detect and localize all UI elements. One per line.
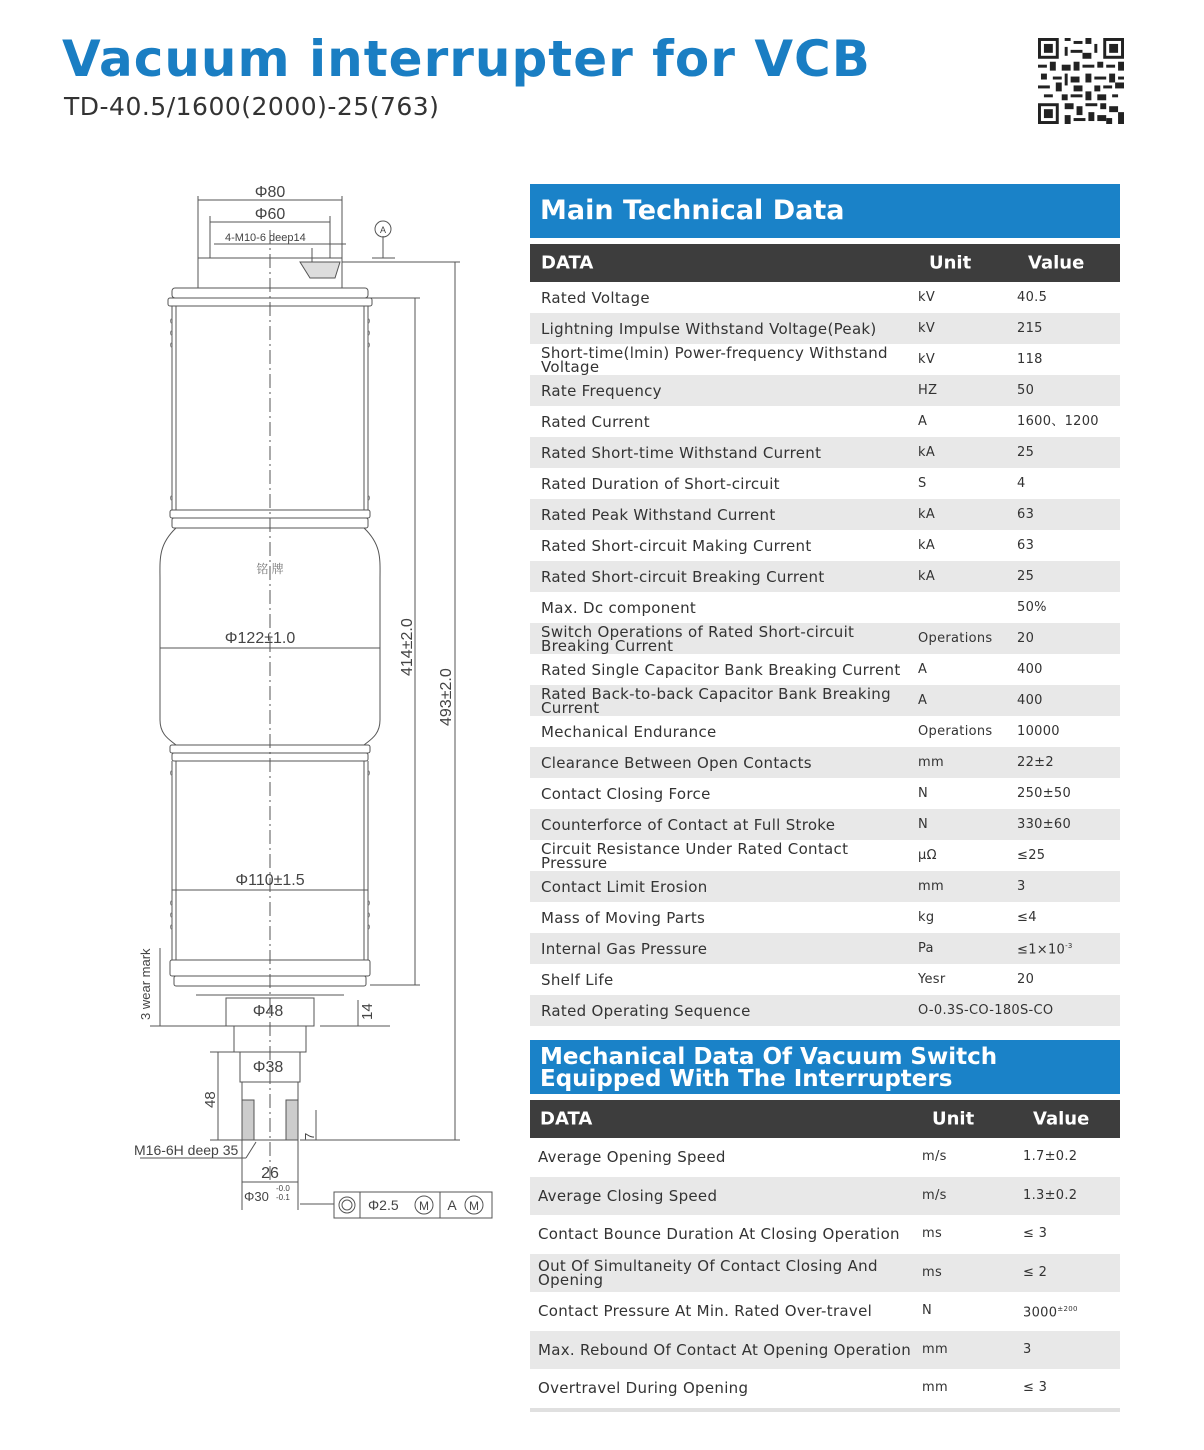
table-row xyxy=(530,1254,1120,1293)
dim-414: 414±2.0 xyxy=(399,618,416,676)
row-value xyxy=(1017,437,1120,468)
row-unit: kV xyxy=(918,313,1017,344)
row-unit: m/s xyxy=(922,1177,1023,1216)
col-data-header: DATA xyxy=(541,252,594,274)
mech-table-header xyxy=(530,1100,1120,1138)
row-value xyxy=(1023,1215,1120,1254)
row-value xyxy=(1017,561,1120,592)
row-value-text: 400 xyxy=(1017,692,1043,708)
row-name: Max. Dc component xyxy=(541,598,697,617)
table-row xyxy=(530,623,1120,654)
row-unit: mm xyxy=(918,871,1017,902)
table-row xyxy=(530,778,1120,809)
dim-48: 48 xyxy=(202,1091,219,1108)
row-name: Clearance Between Open Contacts xyxy=(530,747,918,778)
main-technical-table xyxy=(530,282,1120,1026)
row-value xyxy=(1017,468,1120,499)
table-row xyxy=(530,1138,1120,1177)
row-value xyxy=(1017,778,1120,809)
row-value xyxy=(1023,1177,1120,1216)
table-row xyxy=(530,1215,1120,1254)
row-name: Lightning Impulse Withstand Voltage(Peak) xyxy=(530,313,918,344)
row-name: Rated Peak Withstand Current xyxy=(530,499,918,530)
row-unit: ms xyxy=(922,1254,1023,1293)
row-value-text: 10000 xyxy=(1017,723,1060,739)
row-value-text: 4 xyxy=(1017,475,1026,491)
row-name: Short-time(lmin) Power-frequency Withstand Voltage xyxy=(541,343,888,376)
row-name: Contact Closing Force xyxy=(541,784,711,803)
row-unit: Operations xyxy=(918,723,993,739)
row-name: Rated Duration of Short-circuit xyxy=(541,474,780,493)
row-value-text: 20 xyxy=(1017,630,1035,646)
row-value xyxy=(1017,375,1120,406)
row-name: Overtravel During Opening xyxy=(538,1379,749,1398)
row-value xyxy=(1017,499,1120,530)
table-bottom-rule xyxy=(530,1408,1120,1412)
table-row xyxy=(530,995,1120,1026)
dim-14: 14 xyxy=(359,1003,376,1020)
row-value-text: 400 xyxy=(1017,661,1043,677)
dim-7: 7 xyxy=(302,1132,317,1140)
table-row xyxy=(530,375,1120,406)
row-value-text: 63 xyxy=(1017,506,1035,522)
wear-mark: 3 wear mark xyxy=(138,948,153,1020)
row-unit: kg xyxy=(918,909,935,925)
row-name: Rated Operating Sequence xyxy=(530,995,918,1026)
dim-phi38: Φ38 xyxy=(252,1059,284,1076)
row-value-text: 50 xyxy=(1017,382,1035,398)
row-value xyxy=(1017,716,1120,747)
mechanical-data-table xyxy=(530,1138,1120,1408)
row-value-text: ≤1×10 xyxy=(1017,942,1066,958)
row-value xyxy=(1017,530,1120,561)
table-row xyxy=(530,871,1120,902)
row-unit: A xyxy=(918,413,928,429)
datum-a: A xyxy=(379,225,387,235)
row-name: Shelf Life xyxy=(541,970,614,989)
row-unit: mm xyxy=(918,747,1017,778)
row-value xyxy=(1023,1138,1120,1177)
row-value-text: 1600、1200 xyxy=(1017,413,1099,429)
row-value-superscript: -3 xyxy=(1065,942,1073,951)
row-name: Mechanical Endurance xyxy=(541,722,717,741)
row-value-text: 3 xyxy=(1023,1341,1032,1357)
row-unit: A xyxy=(918,661,928,677)
row-value-text: 330±60 xyxy=(1017,816,1072,832)
row-unit: O-0.3S-CO-180S-CO xyxy=(918,995,1120,1026)
table-row xyxy=(530,344,1120,375)
row-value xyxy=(1017,871,1120,902)
main-table-header xyxy=(530,244,1120,282)
dim-493: 493±2.0 xyxy=(438,668,455,726)
row-name: Average Closing Speed xyxy=(530,1177,922,1216)
fcf-value: Φ2.5 xyxy=(368,1197,399,1213)
row-value-text: 50% xyxy=(1017,599,1047,615)
table-row xyxy=(530,406,1120,437)
table-row xyxy=(530,437,1120,468)
tolerance-lower: -0.1 xyxy=(276,1193,290,1202)
row-name: Rated Current xyxy=(541,412,650,431)
row-value-superscript: ±200 xyxy=(1057,1305,1078,1314)
row-name: Rated Short-time Withstand Current xyxy=(530,437,918,468)
table-row xyxy=(530,499,1120,530)
mechanical-data-heading: Mechanical Data Of Vacuum Switch Equipped With The Interrupters xyxy=(530,1040,1120,1094)
row-unit: N xyxy=(922,1303,933,1319)
tolerance-upper: -0.0 xyxy=(276,1184,290,1193)
row-name: Average Opening Speed xyxy=(538,1148,726,1167)
fcf-datum: A xyxy=(447,1197,457,1213)
dim-phi122: Φ122±1.0 xyxy=(224,630,296,647)
interrupter-drawing xyxy=(120,175,500,1235)
row-value-text: 3000 xyxy=(1023,1305,1058,1321)
row-unit: m/s xyxy=(922,1149,947,1165)
row-unit: μΩ xyxy=(918,847,937,863)
row-unit: S xyxy=(918,475,927,491)
dim-phi30: Φ30 xyxy=(244,1189,269,1204)
main-technical-data-heading: Main Technical Data xyxy=(530,184,1120,238)
row-name: Contact Bounce Duration At Closing Operation xyxy=(538,1225,900,1244)
row-value xyxy=(1017,406,1120,437)
table-row xyxy=(530,282,1120,313)
row-value-text: 215 xyxy=(1017,320,1043,336)
table-row xyxy=(530,1177,1120,1216)
row-name: Out Of Simultaneity Of Contact Closing And Opening xyxy=(530,1254,922,1293)
dim-26: 26 xyxy=(261,1165,279,1182)
row-value-text: 25 xyxy=(1017,568,1035,584)
row-name: Counterforce of Contact at Full Stroke xyxy=(530,809,918,840)
row-value-text: 63 xyxy=(1017,537,1035,553)
row-name: Max. Rebound Of Contact At Opening Operation xyxy=(530,1331,922,1370)
table-row xyxy=(530,654,1120,685)
row-value xyxy=(1017,809,1120,840)
row-value-text: 40.5 xyxy=(1017,289,1048,305)
row-unit: kV xyxy=(918,351,936,367)
dim-phi48: Φ48 xyxy=(252,1003,284,1020)
row-unit: kV xyxy=(918,289,936,305)
row-unit: N xyxy=(918,785,929,801)
col-value-header: Value xyxy=(1028,252,1085,274)
row-value xyxy=(1023,1331,1120,1370)
row-value-text: 1.7±0.2 xyxy=(1023,1149,1078,1165)
table-row xyxy=(530,1331,1120,1370)
row-name: Internal Gas Pressure xyxy=(530,933,918,964)
thread-top: 4-M10-6 deep14 xyxy=(225,232,306,244)
row-name: Mass of Moving Parts xyxy=(541,908,706,927)
nameplate-label: 铭 牌 xyxy=(256,562,284,576)
row-name: Rated Back-to-back Capacitor Bank Breaking Current xyxy=(530,685,918,716)
table-row xyxy=(530,716,1120,747)
row-value xyxy=(1017,685,1120,716)
qr-code-icon xyxy=(1038,38,1124,124)
row-name: Rated Short-circuit Making Current xyxy=(541,536,812,555)
dim-phi60: Φ60 xyxy=(254,206,286,223)
table-row xyxy=(530,530,1120,561)
row-value-text: 250±50 xyxy=(1017,785,1072,801)
table-row xyxy=(530,468,1120,499)
col-value-header: Value xyxy=(1033,1108,1090,1130)
row-value xyxy=(1023,1254,1120,1293)
row-name: Rated Voltage xyxy=(541,288,650,307)
col-unit-header: Unit xyxy=(932,1108,975,1130)
table-row xyxy=(530,1292,1120,1331)
row-value xyxy=(1017,282,1120,313)
row-unit: Pa xyxy=(918,933,1017,964)
dim-phi80: Φ80 xyxy=(254,184,286,201)
table-row xyxy=(530,840,1120,871)
col-unit-header: Unit xyxy=(929,252,972,274)
row-unit: Operations xyxy=(918,623,1017,654)
row-value-text: 25 xyxy=(1017,444,1035,460)
row-value-text: ≤4 xyxy=(1017,909,1037,925)
table-row xyxy=(530,809,1120,840)
page-title: Vacuum interrupter for VCB xyxy=(62,30,871,88)
row-name: Circuit Resistance Under Rated Contact Pressure xyxy=(541,839,849,872)
row-name: Rated Single Capacitor Bank Breaking Current xyxy=(541,660,901,679)
row-unit: mm xyxy=(922,1331,1023,1370)
table-row xyxy=(530,685,1120,716)
row-name: Switch Operations of Rated Short-circuit Breaking Current xyxy=(530,623,918,654)
row-unit: N xyxy=(918,809,1017,840)
model-number: TD-40.5/1600(2000)-25(763) xyxy=(64,92,440,121)
row-value-text: 3 xyxy=(1017,878,1026,894)
dim-phi110: Φ110±1.5 xyxy=(235,872,305,889)
row-value-text: ≤25 xyxy=(1017,847,1046,863)
row-value xyxy=(1017,313,1120,344)
row-value xyxy=(1017,592,1120,623)
fcf-modifier-1: M xyxy=(419,1199,429,1213)
mechanical-data-panel xyxy=(530,1040,1120,1412)
row-value-text: ≤ 3 xyxy=(1023,1380,1048,1396)
table-row xyxy=(530,313,1120,344)
row-name: Contact Pressure At Min. Rated Over-travel xyxy=(538,1302,873,1321)
row-value xyxy=(1023,1292,1120,1331)
table-row xyxy=(530,561,1120,592)
row-value-text: 20 xyxy=(1017,971,1035,987)
row-value xyxy=(1017,902,1120,933)
row-value xyxy=(1017,964,1120,995)
row-name: Rated Short-circuit Breaking Current xyxy=(530,561,918,592)
row-value xyxy=(1017,654,1120,685)
row-unit: Yesr xyxy=(918,971,946,987)
table-row xyxy=(530,933,1120,964)
row-unit xyxy=(918,592,1017,623)
table-row xyxy=(530,592,1120,623)
row-value-text: ≤ 3 xyxy=(1023,1226,1048,1242)
row-value-text: 118 xyxy=(1017,351,1043,367)
row-unit: kA xyxy=(918,561,1017,592)
row-value xyxy=(1023,1369,1120,1408)
row-unit: ms xyxy=(922,1226,943,1242)
row-unit: kA xyxy=(918,537,936,553)
row-unit: kA xyxy=(918,437,1017,468)
col-data-header: DATA xyxy=(540,1108,593,1130)
row-value xyxy=(1017,344,1120,375)
table-row xyxy=(530,902,1120,933)
table-row xyxy=(530,1369,1120,1408)
row-name: Rate Frequency xyxy=(530,375,918,406)
row-unit: mm xyxy=(922,1380,948,1396)
row-value xyxy=(1017,840,1120,871)
row-value xyxy=(1017,623,1120,654)
row-value-text: 1.3±0.2 xyxy=(1023,1187,1078,1203)
row-value xyxy=(1017,747,1120,778)
thread-bottom: M16-6H deep 35 xyxy=(134,1142,239,1158)
row-value-text: ≤ 2 xyxy=(1023,1264,1048,1280)
row-value xyxy=(1017,933,1120,964)
row-unit: kA xyxy=(918,499,1017,530)
fcf-modifier-2: M xyxy=(469,1199,479,1213)
row-value-text: 22±2 xyxy=(1017,754,1054,770)
row-unit: HZ xyxy=(918,375,1017,406)
table-row xyxy=(530,747,1120,778)
row-name: Contact Limit Erosion xyxy=(530,871,918,902)
row-unit: A xyxy=(918,685,1017,716)
table-row xyxy=(530,964,1120,995)
main-technical-data-panel xyxy=(530,184,1120,1026)
